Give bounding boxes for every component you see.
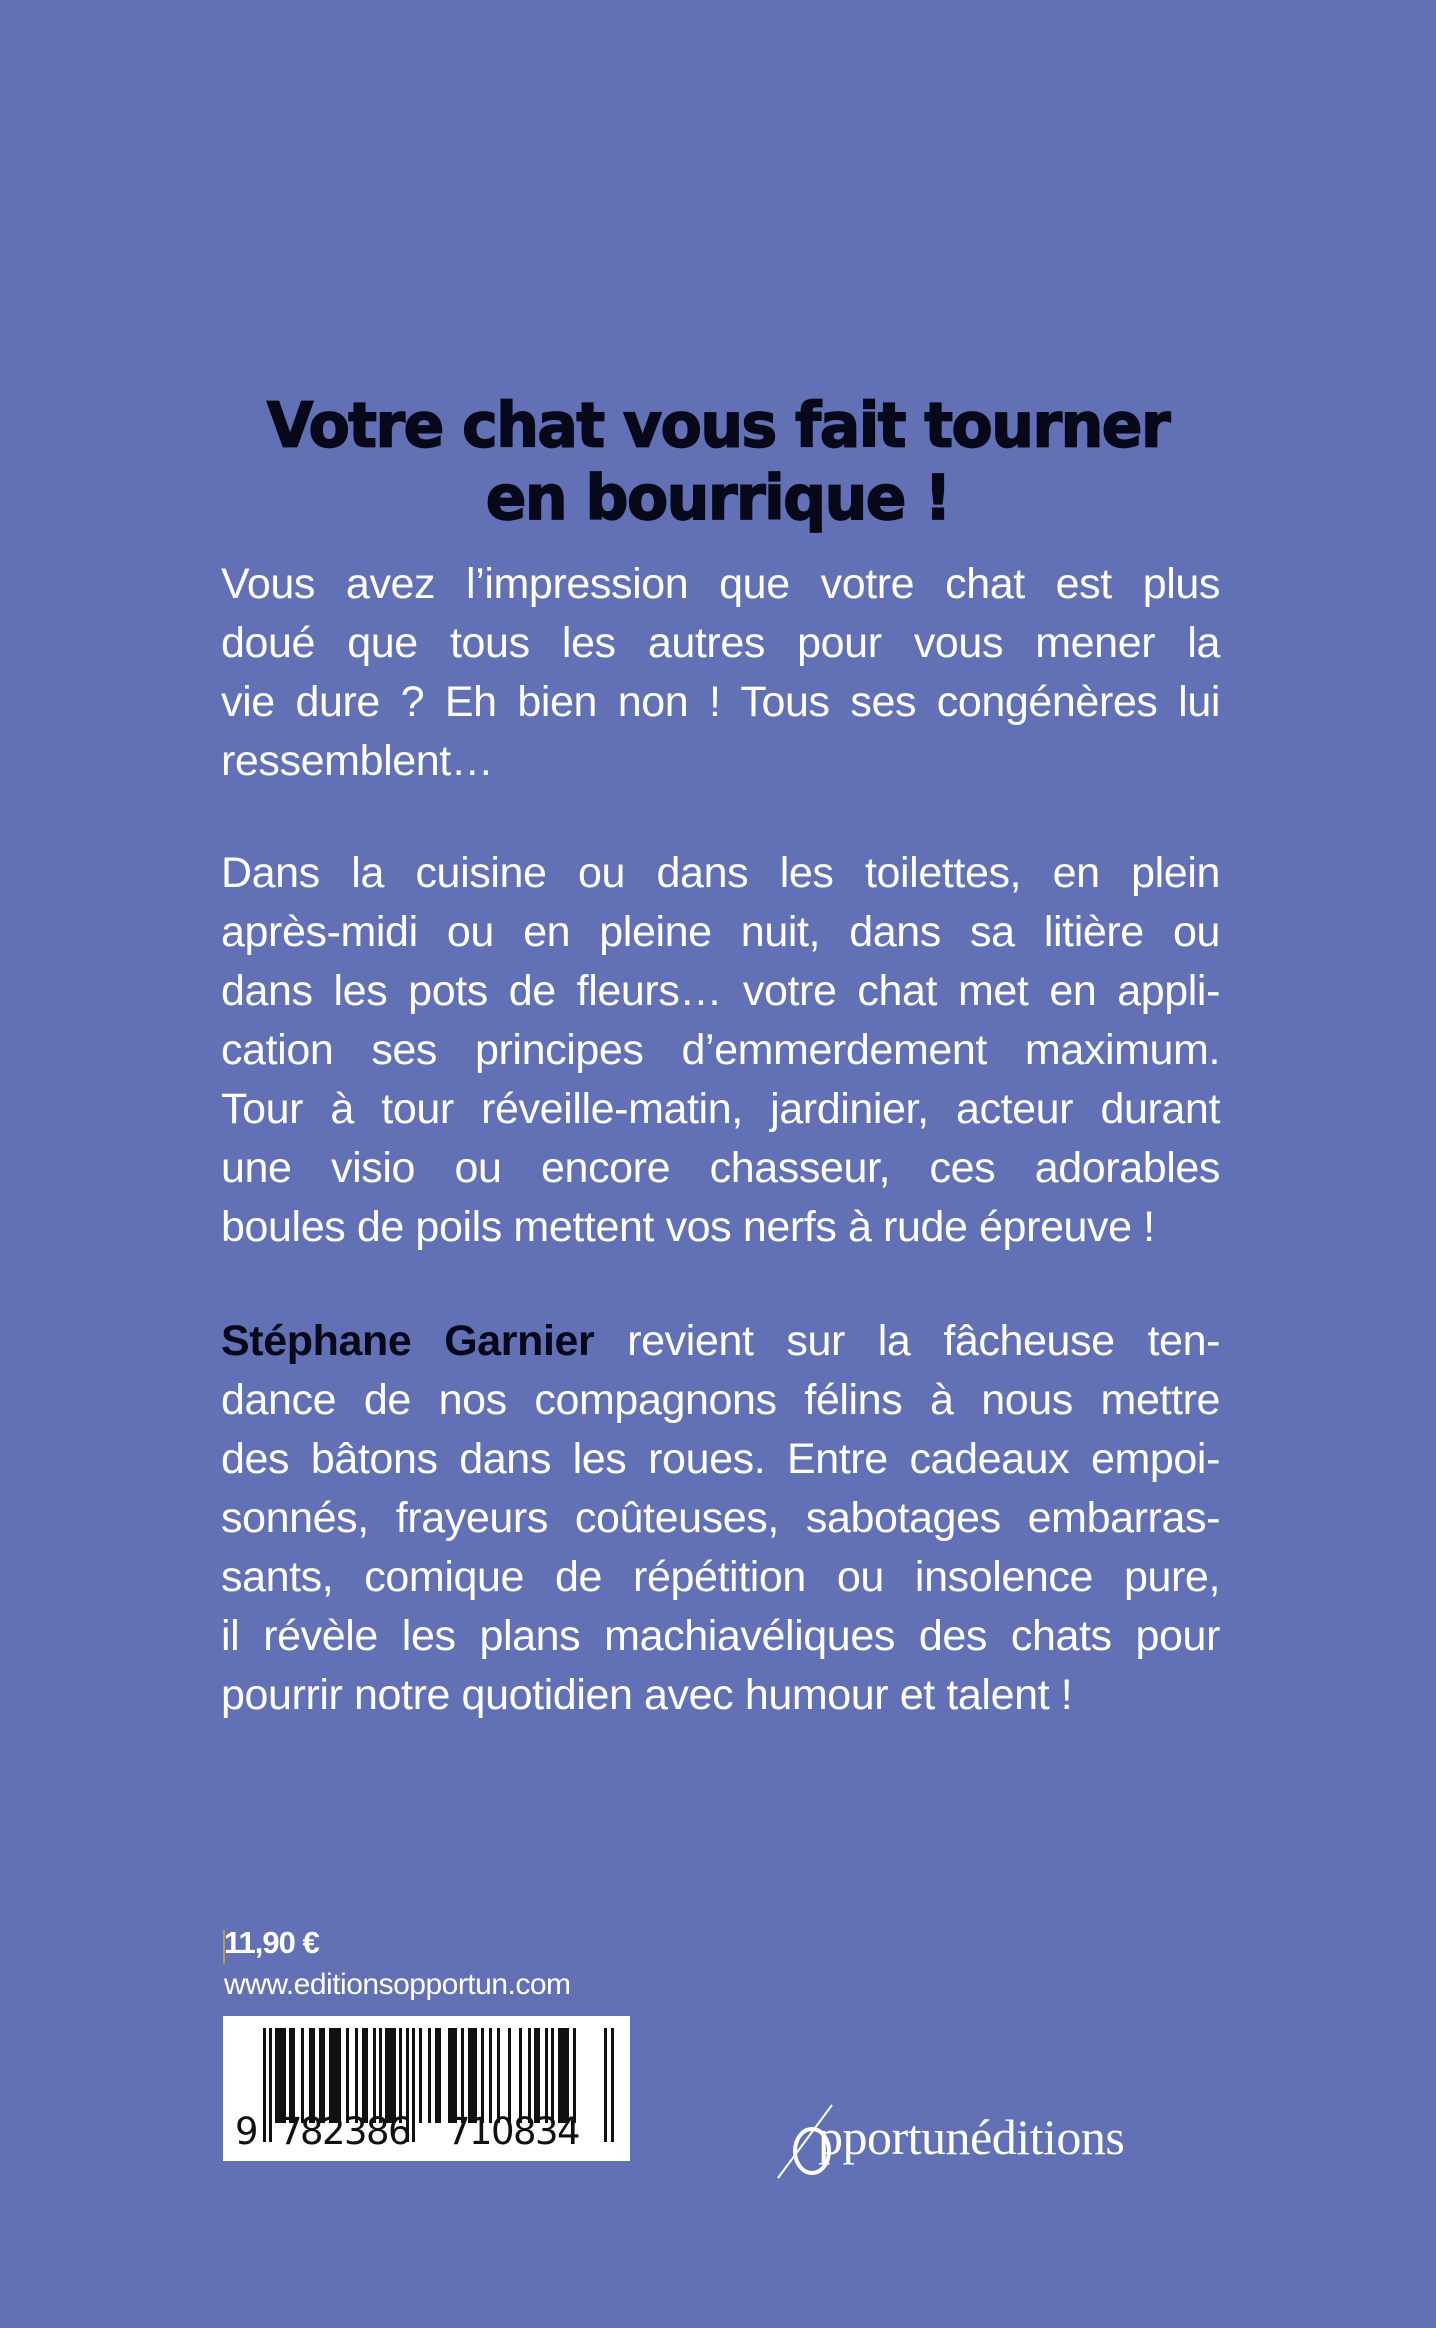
text-line: des bâtons dans les roues. Entre cadeaux empoi-	[221, 1435, 1220, 1483]
text-line	[221, 1312, 1220, 1371]
text-line: Tour à tour réveille-matin, jardinier, acteur durant	[221, 1085, 1220, 1133]
isbn-digit: 2	[322, 2110, 346, 2153]
headline-line-1: Votre chat vous fait tourner	[266, 390, 1170, 463]
isbn-digit: 7	[279, 2110, 303, 2153]
logo-wordmark: pportunéditions	[818, 2109, 1125, 2165]
blurb-paragraph-1	[221, 555, 1220, 791]
isbn-digit: 7	[447, 2110, 471, 2153]
isbn-digit: 4	[557, 2110, 581, 2153]
text-line: une visio ou encore chasseur, ces adorables	[221, 1144, 1220, 1192]
text-line: Dans la cuisine ou dans les toilettes, en plein	[221, 849, 1220, 897]
headline	[160, 391, 1276, 536]
text-line: pourrir notre quotidien avec humour et talent !	[221, 1671, 1073, 1719]
isbn-digit: 9	[235, 2110, 259, 2153]
isbn-digit: 0	[491, 2110, 515, 2153]
text-line: dance de nos compagnons félins à nous mettre	[221, 1376, 1220, 1424]
text-line: cation ses principes d’emmerdement maximum.	[221, 1026, 1220, 1074]
isbn-digit: 8	[300, 2110, 324, 2153]
text-line: doué que tous les autres pour vous mener la	[221, 619, 1220, 667]
price: 11,90 €	[224, 1925, 319, 1960]
text-fragment: revient sur la fâcheuse ten-	[594, 1317, 1221, 1365]
isbn-digit: 3	[535, 2110, 559, 2153]
text-line: après-midi ou en pleine nuit, dans sa litière ou	[221, 908, 1220, 956]
isbn-digit: 6	[388, 2110, 412, 2153]
text-line: vie dure ? Eh bien non ! Tous ses congénères lui	[221, 678, 1220, 726]
isbn-number	[223, 2108, 630, 2156]
blurb-paragraph-3	[221, 1312, 1220, 1725]
headline-line-2: en bourrique !	[485, 463, 951, 535]
text-line: dans les pots de fleurs… votre chat met en appli-	[221, 967, 1220, 1015]
isbn-digit: 8	[366, 2110, 390, 2153]
isbn-barcode	[223, 2016, 630, 2161]
isbn-digit: 1	[469, 2110, 493, 2153]
publisher-website: www.editionsopportun.com	[224, 1968, 571, 2001]
publisher-logo	[776, 2100, 1226, 2180]
isbn-digit: 3	[344, 2110, 368, 2153]
text-line: Vous avez l’impression que votre chat est plus	[221, 560, 1220, 608]
text-line: sants, comique de répétition ou insolence pure,	[221, 1553, 1220, 1601]
author-name: Stéphane Garnier	[221, 1317, 595, 1365]
text-line: il révèle les plans machiavéliques des chats pour	[221, 1612, 1220, 1660]
text-line: sonnés, frayeurs coûteuses, sabotages embarras-	[221, 1494, 1220, 1542]
blurb-paragraph-2	[221, 844, 1220, 1257]
text-line: boules de poils mettent vos nerfs à rude épreuve !	[221, 1203, 1155, 1251]
isbn-digit: 8	[513, 2110, 537, 2153]
text-line: ressemblent…	[221, 737, 494, 785]
